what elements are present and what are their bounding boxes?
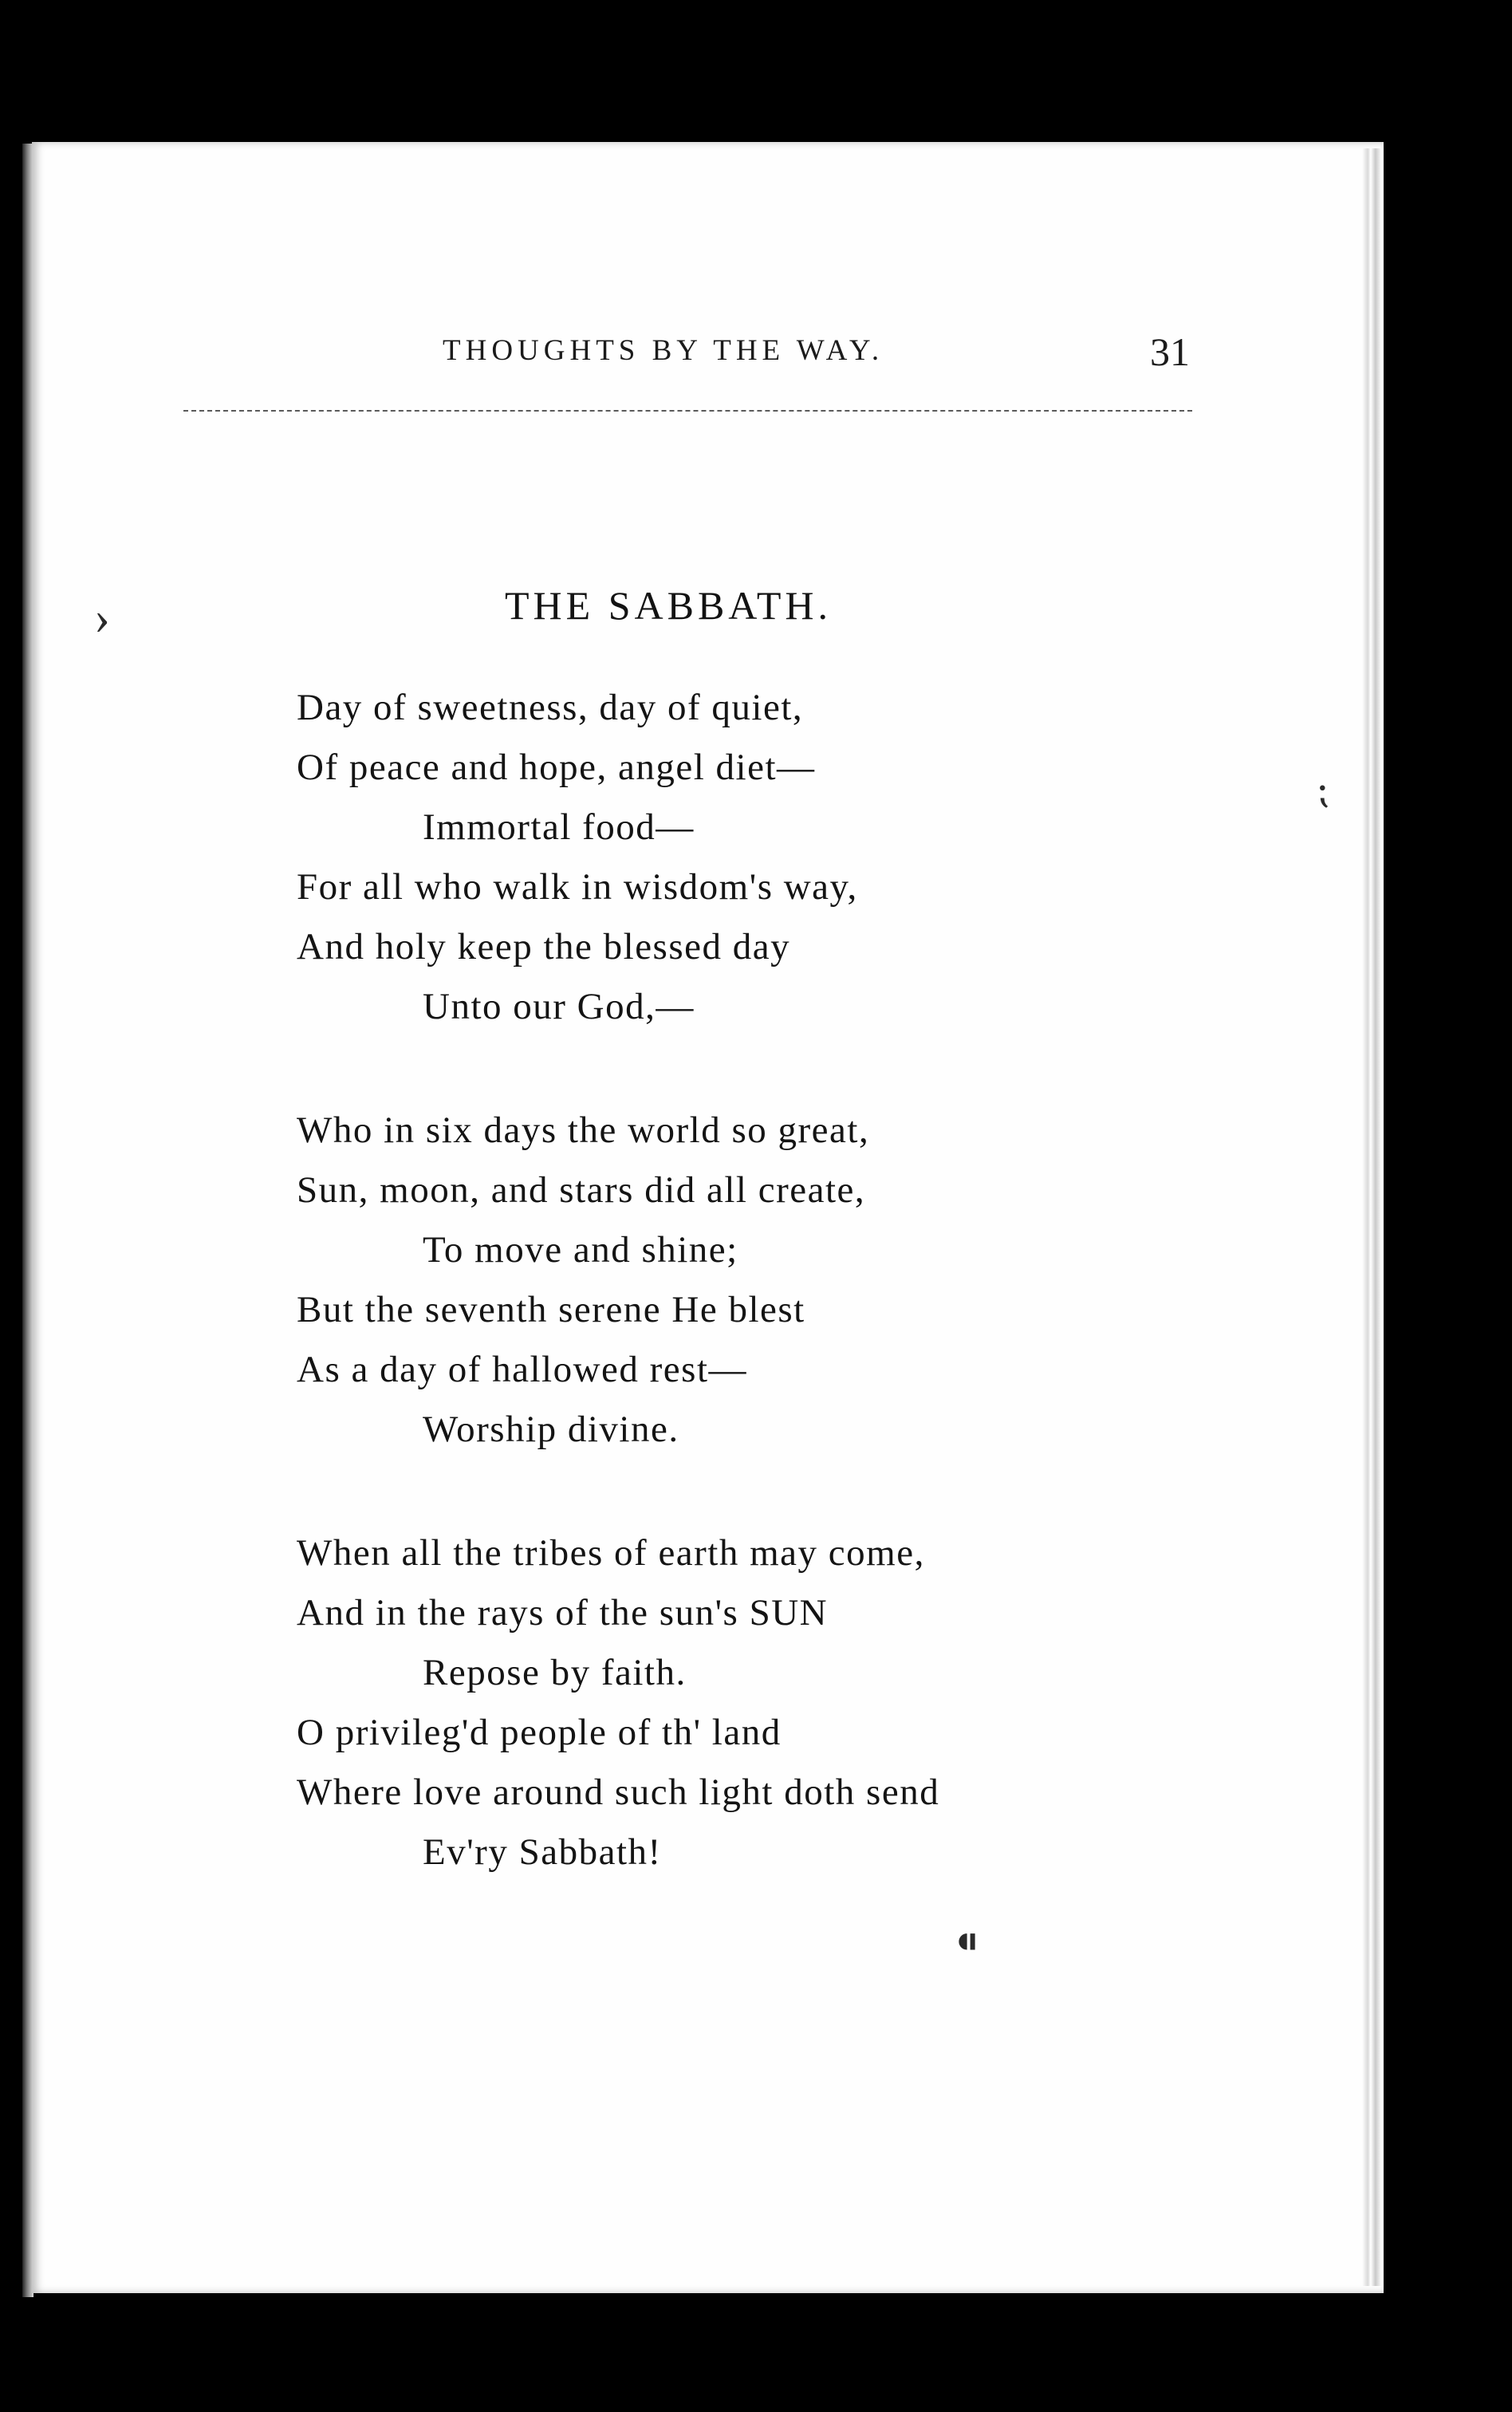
poem-line: Unto our God,— [423,986,695,1027]
poem-line: Who in six days the world so great, [297,1109,870,1151]
poem-line: To move and shine; [423,1229,738,1271]
running-head-title: THOUGHTS BY THE WAY. [443,334,884,367]
poem-line: Day of sweetness, day of quiet, [297,687,804,728]
poem-body [297,678,1214,1946]
stanza-3 [297,1523,1214,1882]
poem-line: Where love around such light doth send [297,1772,940,1813]
poem-line: And in the rays of the sun's SUN [297,1592,829,1634]
margin-mark: › [94,591,110,644]
poem-line: As a day of hallowed rest— [297,1349,747,1390]
poem-line: When all the tribes of earth may come, [297,1532,925,1574]
poem-line: For all who walk in wisdom's way, [297,866,858,908]
poem-line: Worship divine. [423,1409,679,1450]
poem-line: Sun, moon, and stars did all create, [297,1169,866,1211]
poem-line: Of peace and hope, angel diet— [297,747,816,788]
stanza-1 [297,678,1214,1037]
margin-mark: ⁏ [1316,767,1329,811]
poem-line: And holy keep the blessed day [297,926,791,968]
page-edge [1362,148,1381,2286]
running-head [183,329,1220,381]
poem-line: Ev'ry Sabbath! [423,1831,662,1873]
ink-blot: ⁌ [953,1913,981,1975]
poem-title: THE SABBATH. [505,583,833,628]
stanza-2 [297,1101,1214,1460]
header-rule [183,410,1192,412]
poem-line: O privileg'd people of th' land [297,1712,782,1753]
poem-line: Repose by faith. [423,1652,687,1693]
poem-line: Immortal food— [423,806,695,848]
poem-line: But the seventh serene He blest [297,1289,805,1330]
page-number: 31 [1150,329,1190,374]
